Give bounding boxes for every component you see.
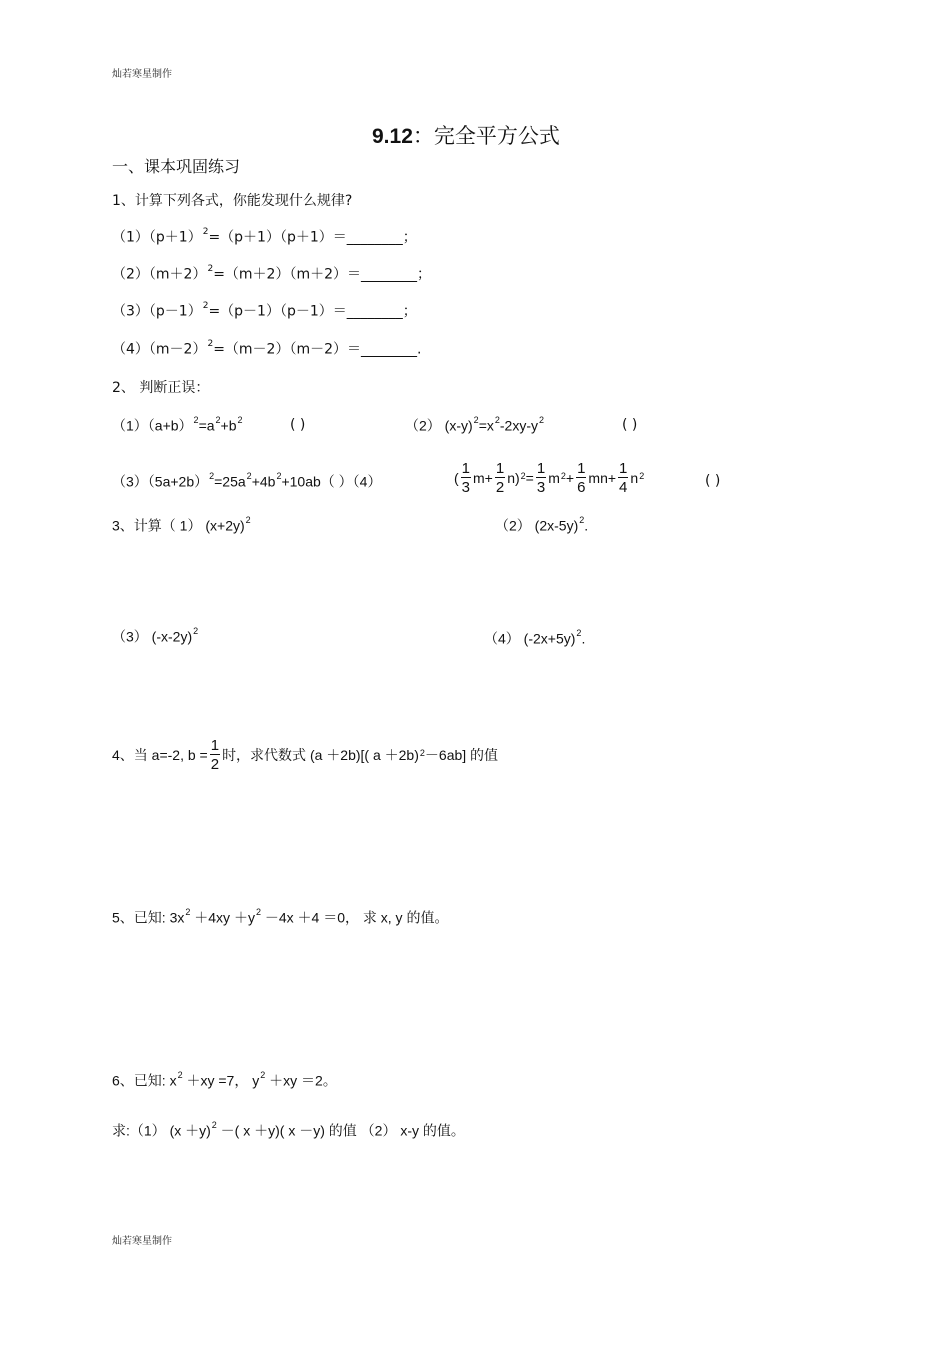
question-4: 4、当 a=-2, b = $\frac{1}{2}$ 时，求代数式 (a ＋2b)[( a ＋2b) $^2$ －6ab] 的值 [112, 737, 499, 773]
answer-blank: ( ) [705, 473, 721, 489]
question-3-item-4: （4） $(-2x+5y)^2$. [484, 628, 586, 647]
title-number: 9.12 [372, 125, 413, 148]
question-1-item: $(2)(m+2)^2=(m+2)(m+2)=\_\_\_\_\_\_\_\_$； [112, 264, 432, 283]
fraction: $\frac{1}{3}$ [461, 460, 471, 496]
question-2-item-3: $(3)(5a+2b)^2=25a^2+4b^2+10ab$（ ）（4） [112, 471, 382, 490]
page-title [372, 126, 560, 147]
fraction: $\frac{1}{4}$ [619, 460, 628, 496]
section-heading: 一、课本巩固练习 [112, 157, 241, 176]
question-1-item: $(1)(p+1)^2=(p+1)(p+1)=\_\_\_\_\_\_\_\_$； [112, 227, 417, 246]
question-3-item-2: （2） $(2x-5y)^2$. [495, 515, 589, 534]
answer-blank: ( ) [622, 417, 638, 433]
question-2-prompt: 2、 判断正误： [112, 380, 210, 396]
title-text: 完全平方公式 [433, 124, 560, 148]
page-footer: 灿若寒星制作 [112, 1236, 172, 1247]
fraction: $\frac{1}{2}$ [210, 737, 220, 773]
question-1-prompt: 1、计算下列各式，你能发现什么规律? [112, 193, 353, 209]
question-6-ask: 求:（1） $(x +y)^2$ －( x ＋y)( x －y) 的值 （2） x-y 的值。 [112, 1120, 465, 1139]
question-3-item-1: 3、计算（ 1） $(x+2y)^2$ [112, 515, 251, 534]
answer-blank: ( ) [290, 417, 306, 433]
question-1-item: $(3)(p-1)^2=(p-1)(p-1)=\_\_\_\_\_\_\_\_$； [112, 301, 417, 320]
question-5: 5、已知: $3x^2 +4xy +y^2 -4x +4 =0$， 求 x, y 的值。 [112, 907, 449, 926]
question-1-item: $(4)(m-2)^2=(m-2)(m-2)=\_\_\_\_\_\_\_\_$. [112, 339, 422, 358]
fraction: $\frac{1}{2}$ [495, 460, 505, 496]
fraction: $\frac{1}{6}$ [577, 460, 586, 496]
page-header: 灿若寒星制作 [112, 69, 172, 80]
question-6: 6、已知: $x^2 +xy =7$， $y^2 +xy =2$。 [112, 1070, 337, 1089]
question-2-item-2: （2） $(x-y)^2=x^2-2xy-y^2$ [405, 415, 545, 434]
question-2-item-4: ( $\frac{1}{3}$ m+ $\frac{1}{2}$ n) $^2$ = $\frac{1}{3}$ m $^2$ + $\frac{1}{6}$ mn+ $\frac{1}{4}$ n $^2$ [454, 460, 645, 496]
question-3-item-3: （3） $(-x-2y)^2$ [112, 626, 199, 645]
title-separator: ： [412, 124, 434, 148]
fraction: $\frac{1}{3}$ [536, 460, 546, 496]
question-2-item-1: $(1)(a+b)^2=a^2+b^2$ [112, 415, 243, 434]
